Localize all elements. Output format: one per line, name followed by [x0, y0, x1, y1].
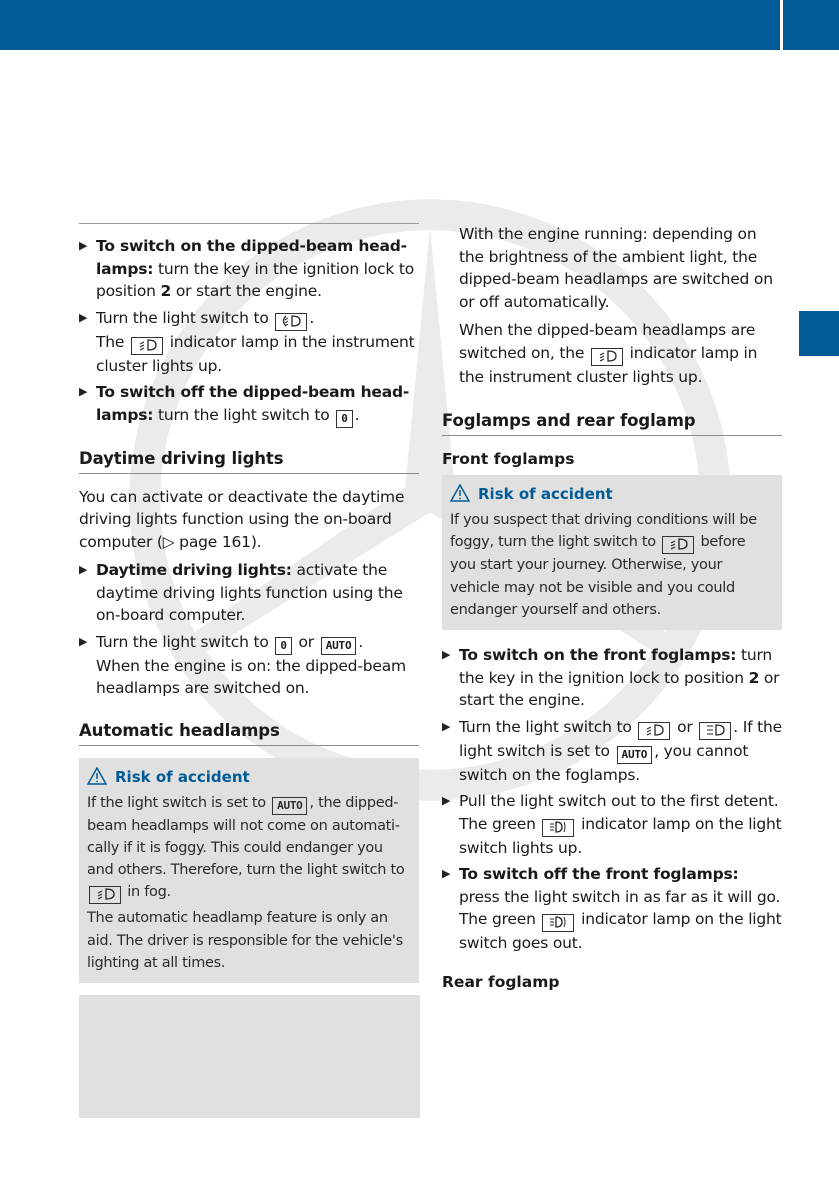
step-daytime-activate: ▶ Daytime driving lights: activate the daytime driving lights function using the on-board computer.: [79, 561, 403, 624]
step-arrow-icon: ▶: [442, 867, 451, 881]
main-beam-icon: [699, 722, 731, 740]
warning-box-fog: [442, 475, 782, 630]
switch-position-auto-icon: AUTO: [617, 746, 653, 764]
image-placeholder: [79, 995, 420, 1118]
front-foglamp-icon: [542, 819, 574, 837]
step-turn-switch-dipped: ▶ Turn the light switch to . The indicator lamp in the instrument cluster lights up.: [79, 308, 415, 375]
heading-automatic-headlamps: Automatic headlamps: [79, 720, 419, 746]
warning-triangle-icon: [87, 767, 107, 785]
switch-position-zero-icon: 0: [275, 637, 291, 655]
warning-triangle-icon: [450, 484, 470, 502]
heading-rear-foglamp: Rear foglamp: [442, 972, 560, 991]
warning-title: Risk of accident: [87, 767, 411, 787]
step-daytime-switch: ▶ Turn the light switch to 0 or AUTO . When the engine is on: the dipped-beam headlamps are switched on.: [79, 632, 406, 697]
step-pull-switch: ▶ Pull the light switch out to the first detent. The green indicator lamp on the light switch lights up.: [442, 792, 782, 857]
step-arrow-icon: ▶: [79, 310, 88, 324]
left-column: [79, 223, 419, 997]
dipped-beam-icon: [662, 536, 694, 554]
warning-box-auto: [79, 758, 419, 984]
warning-title: Risk of accident: [450, 484, 774, 504]
chapter-tab: [799, 311, 839, 356]
dipped-beam-icon: [89, 886, 121, 904]
step-switch-on-foglamps: ▶ To switch on the front foglamps: turn the key in the ignition lock to position 2 or start the engine.: [442, 646, 780, 710]
heading-foglamps: Foglamps and rear foglamp: [442, 410, 782, 436]
auto-description: With the engine running: depending on the brightness of the ambient light, the dipped-beam headlamps are switched on or off automatically.: [459, 225, 773, 311]
dipped-beam-icon: [275, 313, 307, 331]
heading-daytime-driving-lights: Daytime driving lights: [79, 448, 419, 474]
daytime-intro: You can activate or deactivate the daytime driving lights function using the on-board computer (▷ page 161).: [79, 487, 405, 551]
dipped-beam-icon: [591, 348, 623, 366]
step-arrow-icon: ▶: [442, 794, 451, 808]
step-arrow-icon: ▶: [442, 648, 451, 662]
step-arrow-icon: ▶: [79, 239, 88, 252]
heading-front-foglamps: Front foglamps: [442, 450, 575, 468]
page-reference-link[interactable]: ▷ page 161: [162, 532, 251, 551]
step-arrow-icon: ▶: [79, 563, 88, 576]
step-switch-on-dipped: ▶ To switch on the dipped-beam headlamps: turn the key in the ignition lock to position 2 or start the engine.: [79, 237, 415, 300]
step-turn-switch-fog: ▶ Turn the light switch to or . If the light switch is set to AUTO , you cannot switch on the foglamps.: [442, 717, 782, 784]
switch-position-zero-icon: 0: [336, 410, 352, 428]
header-bar: [0, 0, 839, 50]
dipped-beam-icon: [638, 722, 670, 740]
warning-text: The automatic headlamp feature is only an aid. The driver is responsible for the vehicle's lighting at all times.: [87, 910, 403, 971]
step-arrow-icon: ▶: [79, 634, 88, 648]
warning-text: If you suspect that driving conditions will be foggy, turn the light switch to before you start your journey. Otherwise, your vehicle may not be visible and you could endanger yourself and others.: [450, 512, 757, 618]
step-arrow-icon: ▶: [442, 719, 451, 733]
auto-indicator-text: When the dipped-beam headlamps are switched on, the indicator lamp in the instrument cluster lights up.: [459, 321, 758, 386]
header-divider: [780, 0, 783, 50]
switch-position-auto-icon: AUTO: [272, 797, 307, 815]
warning-text: If the light switch is set to AUTO , the dipped-beam headlamps will not come on automatically if it is foggy. This could endanger you and others. Therefore, turn the light switch to in fog.: [87, 792, 411, 905]
step-arrow-icon: ▶: [79, 385, 88, 398]
front-foglamp-icon: [542, 914, 574, 932]
step-switch-off-foglamps: ▶ To switch off the front foglamps: press the light switch in as far as it will go. The green indicator lamp on the light switch goes out.: [442, 865, 782, 953]
dipped-beam-icon: [131, 337, 163, 355]
step-switch-off-dipped: ▶ To switch off the dipped-beam headlamps: turn the light switch to 0 .: [79, 381, 419, 428]
right-column: [442, 223, 782, 998]
switch-position-auto-icon: AUTO: [321, 637, 357, 655]
